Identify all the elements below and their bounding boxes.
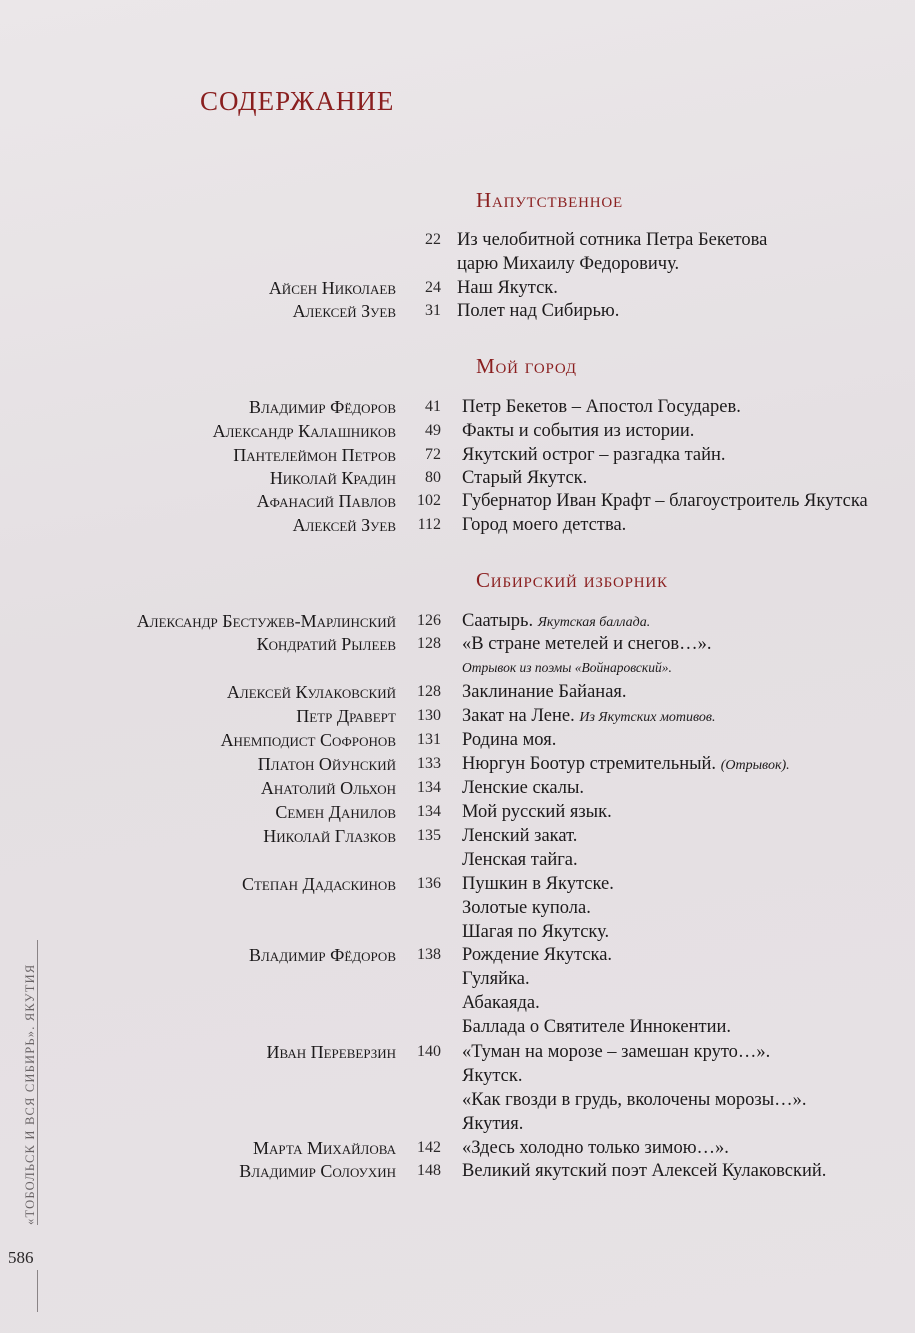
toc-author: Александр Калашников (212, 421, 396, 441)
toc-author: Алексей Зуев (292, 515, 396, 535)
toc-page: 134 (417, 779, 441, 796)
toc-work (462, 704, 716, 730)
toc-page: 142 (417, 1139, 441, 1156)
toc-author: Платон Ойунский (257, 754, 396, 774)
toc-page: 130 (417, 707, 441, 724)
toc-work: Гуляйка. (462, 969, 530, 989)
toc-author: Алексей Кулаковский (226, 682, 396, 702)
section-title-1: Напутственное (476, 188, 624, 212)
toc-work: Петр Бекетов – Апостол Государев. (462, 397, 741, 417)
toc-author: Алексей Зуев (292, 301, 396, 321)
toc-work: Губернатор Иван Крафт – благоустроитель Якутска (462, 491, 868, 511)
toc-author: Николай Глазков (263, 826, 396, 846)
toc-work: Пушкин в Якутске. (462, 874, 614, 894)
toc-page: 31 (425, 302, 441, 319)
toc-work-title: Закат на Лене. (462, 706, 575, 726)
toc-work-note: Отрывок из поэмы «Войнаровский». (462, 660, 672, 675)
toc-work-title: Нюргун Боотур стремительный. (462, 754, 717, 774)
toc-author: Владимир Солоухин (239, 1161, 396, 1181)
toc-author: Афанасий Павлов (256, 491, 396, 511)
toc-page: 24 (425, 279, 441, 296)
toc-work-subtitle: (Отрывок). (720, 758, 790, 773)
toc-author: Пантелеймон Петров (233, 445, 396, 465)
toc-page: 41 (425, 398, 441, 415)
section-title-2: Мой город (476, 354, 577, 378)
toc-page: 136 (417, 875, 441, 892)
toc-work: Полет над Сибирью. (457, 301, 620, 321)
toc-page: 133 (417, 755, 441, 772)
toc-work: Шагая по Якутску. (462, 922, 610, 942)
section-title-3: Сибирский изборник (476, 568, 668, 592)
toc-author: Владимир Фёдоров (248, 945, 396, 965)
toc-work: Ленский закат. (462, 826, 578, 846)
toc-work-title: Саатырь. (462, 611, 534, 631)
toc-work: Ленские скалы. (462, 778, 585, 798)
running-head: «ТОБОЛЬСК И ВСЯ СИБИРЬ». ЯКУТИЯ (23, 963, 37, 1225)
toc-page: 128 (417, 635, 441, 652)
toc-work: Факты и события из истории. (462, 421, 695, 441)
toc-work: «В стране метелей и снегов…». (462, 634, 712, 654)
toc-work: Из челобитной сотника Петра Бекетова (457, 230, 768, 250)
side-rule (37, 1270, 38, 1312)
toc-author: Марта Михайлова (253, 1138, 396, 1158)
toc-work: Заклинание Байаная. (462, 682, 627, 702)
toc-work: Мой русский язык. (462, 802, 612, 822)
toc-page: 49 (425, 422, 441, 439)
toc-page: 134 (417, 803, 441, 820)
toc-work: Город моего детства. (462, 515, 627, 535)
toc-work: Ленская тайга. (462, 850, 578, 870)
toc-work: Якутский острог – разгадка тайн. (462, 445, 726, 465)
toc-author: Петр Драверт (296, 706, 396, 726)
toc-work: Наш Якутск. (457, 278, 558, 298)
toc-work: Великий якутский поэт Алексей Кулаковский. (462, 1161, 827, 1181)
toc-work: Родина моя. (462, 730, 557, 750)
toc-work-subtitle: Якутская баллада. (537, 615, 651, 630)
toc-author: Степан Дадаскинов (241, 874, 396, 894)
page-title: СОДЕРЖАНИЕ (200, 86, 395, 116)
toc-work-subtitle: Из Якутских мотивов. (579, 710, 716, 725)
toc-work: «Здесь холодно только зимою…». (462, 1138, 729, 1158)
toc-work (462, 752, 790, 778)
toc-author: Иван Переверзин (266, 1042, 396, 1062)
toc-work: «Как гвозди в грудь, вколочены морозы…». (462, 1090, 807, 1110)
toc-author: Анатолий Ольхон (260, 778, 396, 798)
toc-author: Николай Крадин (269, 468, 396, 488)
toc-page: 148 (417, 1162, 441, 1179)
toc-work: Рождение Якутска. (462, 945, 613, 965)
toc-page: 140 (417, 1043, 441, 1060)
toc-page: 135 (417, 827, 441, 844)
toc-page: 126 (417, 612, 441, 629)
toc-work: Баллада о Святителе Иннокентии. (462, 1017, 732, 1037)
toc-author: Айсен Николаев (268, 278, 396, 298)
toc-page: 138 (417, 946, 441, 963)
toc-work: Абакаяда. (462, 993, 540, 1013)
toc-author: Владимир Фёдоров (248, 397, 396, 417)
toc-author: Кондратий Рылеев (256, 634, 396, 654)
toc-page: 131 (417, 731, 441, 748)
toc-work: Якутск. (462, 1066, 523, 1086)
toc-author: Семен Данилов (275, 802, 396, 822)
toc-author: Анемподист Софронов (220, 730, 396, 750)
page-number: 586 (8, 1248, 34, 1267)
toc-page: 22 (425, 231, 441, 248)
toc-work: Якутия. (462, 1114, 524, 1134)
toc-work: царю Михаилу Федоровичу. (457, 254, 680, 274)
toc-page: 80 (425, 469, 441, 486)
toc-page: 112 (417, 516, 441, 533)
toc-work: Золотые купола. (462, 898, 591, 918)
toc-work: Старый Якутск. (462, 468, 588, 488)
toc-page: 128 (417, 683, 441, 700)
toc-work: «Туман на морозе – замешан круто…». (462, 1042, 771, 1062)
toc-page: 72 (425, 446, 441, 463)
toc-author: Александр Бестужев-Марлинский (136, 611, 396, 631)
toc-page: 102 (417, 492, 441, 509)
